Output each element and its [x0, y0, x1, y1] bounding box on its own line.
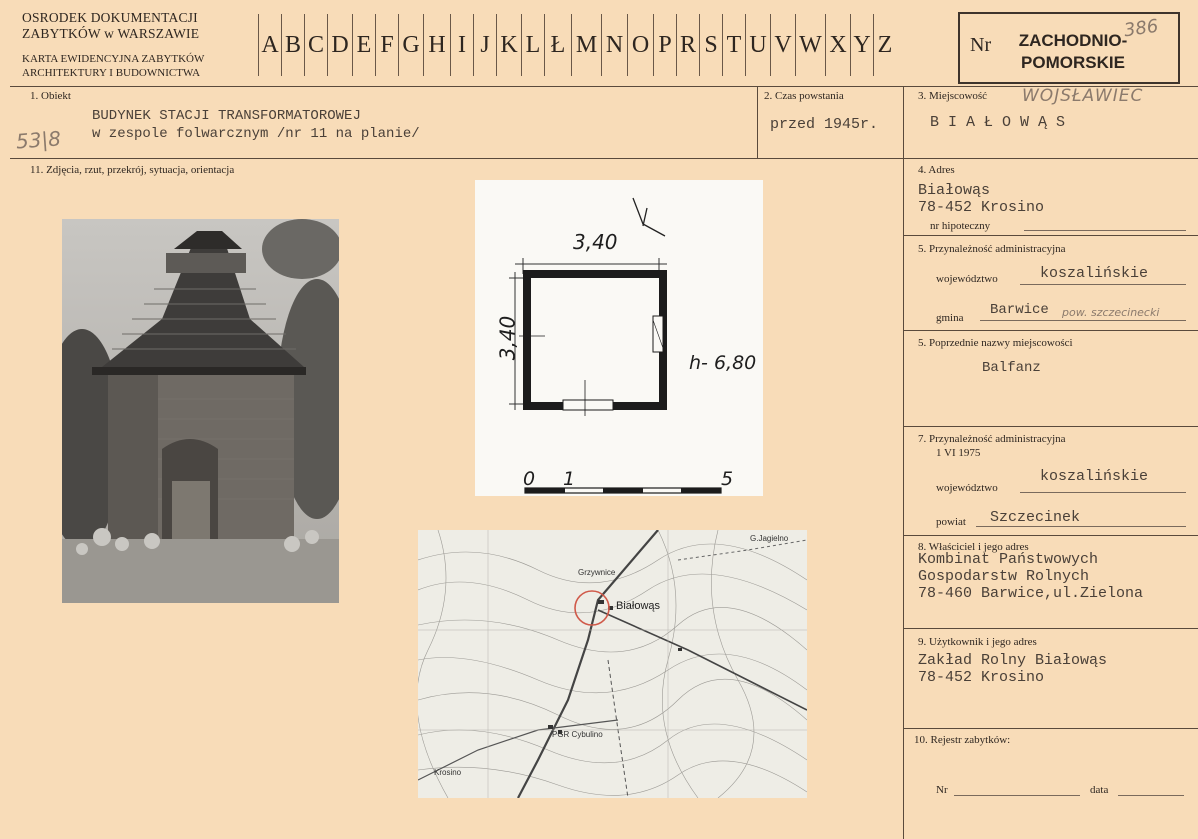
gmina-line — [980, 320, 1186, 321]
gmina-label: gmina — [936, 312, 964, 324]
hipoteczny-label: nr hipoteczny — [930, 220, 991, 232]
index-letter-e: E — [352, 14, 375, 76]
poprzednie-label: 5. Poprzednie nazwy miejscowości — [918, 337, 1073, 349]
woj1-line — [1020, 284, 1186, 285]
handwritten-ref: 53|8 — [15, 126, 62, 154]
index-letter-j: J — [473, 14, 496, 76]
location-map — [418, 530, 807, 798]
index-letter-x: X — [825, 14, 850, 76]
index-letter-z: Z — [873, 14, 896, 76]
index-letter-l: L — [521, 14, 544, 76]
woj2-label: województwo — [936, 482, 998, 494]
powiat-label: powiat — [936, 516, 966, 528]
przynaleznosc2-rule — [903, 535, 1198, 536]
uzytkownik-label: 9. Użytkownik i jego adres — [918, 636, 1037, 648]
institution-line1: OSRODEK DOKUMENTACJI — [22, 10, 198, 25]
index-letter-p: P — [653, 14, 676, 76]
region-label — [1008, 30, 1138, 74]
woj2-line — [1020, 492, 1186, 493]
index-letter-h: H — [423, 14, 450, 76]
index-letter-b: B — [281, 14, 304, 76]
czas-value: przed 1945r. — [770, 116, 879, 133]
gmina-handwritten: pow. szczecinecki — [1062, 306, 1160, 319]
index-letter-n: N — [601, 14, 627, 76]
map-label-jagielno: G.Jagielno — [750, 534, 789, 543]
index-letter-i: I — [450, 14, 473, 76]
index-letter-r: R — [676, 14, 699, 76]
index-letter-ł: Ł — [544, 14, 571, 76]
north-arrow-icon — [633, 198, 665, 236]
wlasciciel-rule — [903, 628, 1198, 629]
transformer-station-photo — [62, 219, 339, 603]
index-letter-a: A — [258, 14, 281, 76]
uzytkownik-line2: 78-452 Krosino — [918, 669, 1045, 686]
przynaleznosc2-label: 7. Przynależność administracyjna — [918, 433, 1066, 445]
wlasciciel-line2: Gospodarstw Rolnych — [918, 568, 1090, 585]
card-type-line2: ARCHITEKTURY I BUDOWNICTWA — [22, 67, 201, 79]
woj2-value: koszalińskie — [1040, 468, 1149, 485]
obiekt-line1: BUDYNEK STACJI TRANSFORMATOROWEJ — [92, 108, 361, 124]
index-letter-m: M — [571, 14, 601, 76]
rejestr-nr-line — [954, 795, 1080, 796]
wlasciciel-line3: 78-460 Barwice,ul.Zielona — [918, 585, 1144, 602]
rejestr-data-line — [1118, 795, 1184, 796]
miejscowosc-label: 3. Miejscowość — [918, 90, 988, 102]
scale-5-label: 5 — [721, 468, 734, 490]
plan-height-label: 3,40 — [495, 315, 520, 361]
uzytkownik-rule — [903, 728, 1198, 729]
adres-rule — [903, 235, 1198, 236]
przynaleznosc2-date: 1 VI 1975 — [936, 447, 981, 459]
divider-v1 — [757, 86, 758, 158]
obiekt-line2: w zespole folwarcznym /nr 11 na planie/ — [92, 126, 420, 142]
region-line1: ZACHODNIO- — [1018, 31, 1128, 50]
poprzednie-rule — [903, 426, 1198, 427]
woj1-label: województwo — [936, 273, 998, 285]
index-letter-u: U — [745, 14, 770, 76]
uzytkownik-line1: Zakład Rolny Białowąs — [918, 652, 1108, 669]
scale-0-label: 0 — [523, 468, 536, 490]
row1-rule — [10, 158, 1198, 159]
powiat-line — [976, 526, 1186, 527]
institution-name — [22, 10, 199, 42]
handwritten-card-number: 386 — [1122, 15, 1160, 42]
gmina-value: Barwice — [990, 302, 1049, 318]
card-type-line1: KARTA EWIDENCYJNA ZABYTKÓW — [22, 53, 205, 65]
index-letter-s: S — [699, 14, 722, 76]
poprzednie-value: Balfanz — [982, 360, 1041, 376]
building-photo — [62, 219, 339, 603]
map-label-cybulino: PGR Cybulino — [552, 730, 603, 739]
zdjecia-label: 11. Zdjęcia, rzut, przekrój, sytuacja, orientacja — [30, 164, 235, 176]
adres-line2: 78-452 Krosino — [918, 199, 1045, 216]
rejestr-nr-label: Nr — [936, 784, 948, 796]
index-letter-o: O — [627, 14, 653, 76]
index-letter-w: W — [795, 14, 825, 76]
woj1-value: koszalińskie — [1040, 265, 1149, 282]
miejscowosc-value: B I A Ł O W Ą S — [930, 114, 1066, 131]
rejestr-label: 10. Rejestr zabytków: — [914, 734, 1011, 746]
rejestr-data-label: data — [1090, 784, 1109, 796]
powiat-value: Szczecinek — [990, 509, 1081, 526]
przynaleznosc1-rule — [903, 330, 1198, 331]
miejscowosc-handwritten: WOJSŁAWIEC — [1022, 86, 1144, 106]
index-letter-v: V — [770, 14, 795, 76]
przynaleznosc1-label: 5. Przynależność administracyjna — [918, 243, 1066, 255]
floor-plan — [475, 180, 763, 496]
region-line2: POMORSKIE — [1021, 53, 1125, 72]
wlasciciel-label: 8. Właściciel i jego adres — [918, 541, 1029, 553]
plan-width-label: 3,40 — [573, 230, 618, 254]
institution-line2: ZABYTKÓW w WARSZAWIE — [22, 26, 200, 41]
index-letter-c: C — [304, 14, 327, 76]
index-letter-t: T — [722, 14, 745, 76]
adres-line1: Białowąs — [918, 182, 991, 199]
hipoteczny-line — [1024, 230, 1186, 231]
map-place-label: Białowąs — [616, 600, 661, 612]
adres-label: 4. Adres — [918, 164, 955, 176]
header-rule — [10, 86, 1198, 87]
czas-label: 2. Czas powstania — [764, 90, 844, 102]
map-label-czyzewo: Grzywnice — [578, 568, 616, 577]
card-type — [22, 52, 204, 80]
obiekt-label: 1. Obiekt — [30, 90, 71, 102]
index-letter-g: G — [398, 14, 423, 76]
scale-1-label: 1 — [563, 468, 576, 490]
plan-h-label: h- 6,80 — [689, 352, 757, 374]
index-letter-k: K — [496, 14, 521, 76]
wlasciciel-line1: Kombinat Państwowych — [918, 551, 1099, 568]
index-letter-f: F — [375, 14, 398, 76]
alphabet-index — [258, 14, 896, 76]
divider-v2 — [903, 86, 904, 839]
map-label-krosino: Krosino — [434, 768, 462, 777]
index-letter-d: D — [327, 14, 352, 76]
nr-label: Nr — [970, 34, 992, 56]
index-letter-y: Y — [850, 14, 873, 76]
